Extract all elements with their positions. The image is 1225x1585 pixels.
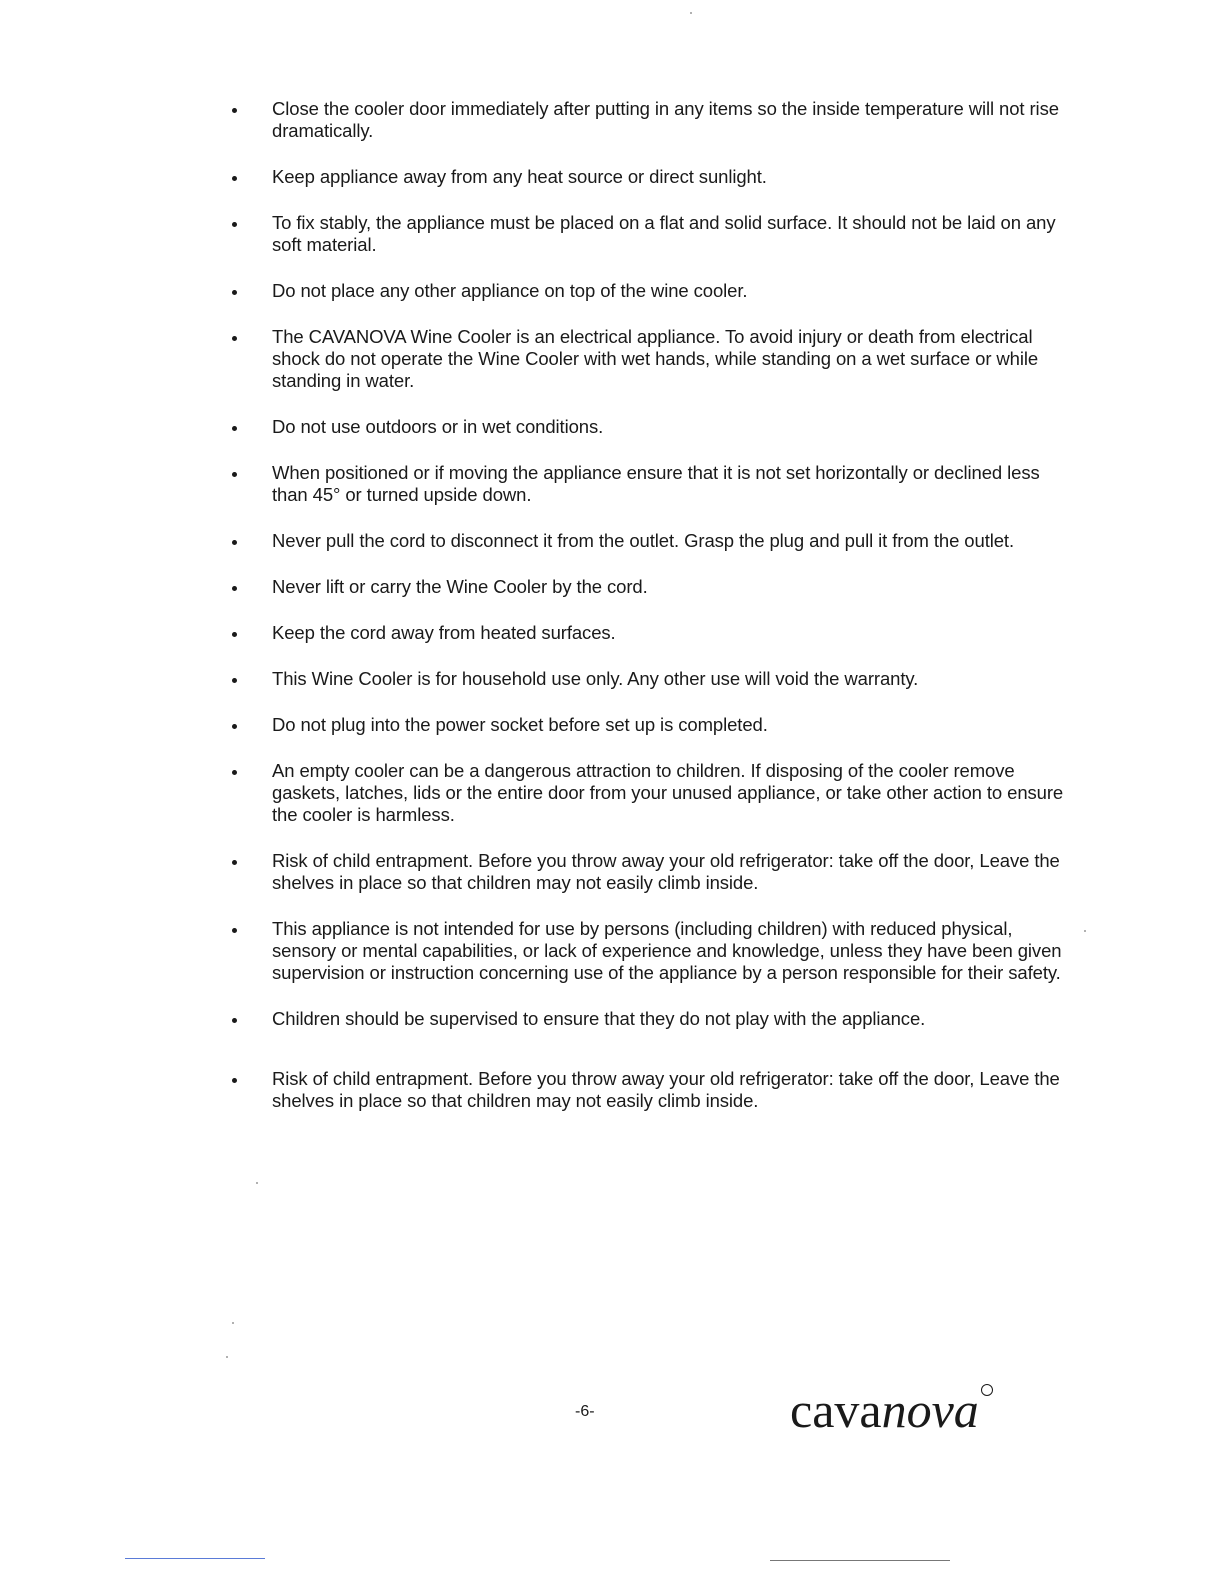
list-item bbox=[232, 530, 1077, 552]
instruction-text: Keep appliance away from any heat source or direct sunlight. bbox=[272, 166, 767, 187]
scan-artifact-line bbox=[125, 1558, 265, 1559]
list-item bbox=[232, 622, 1077, 644]
list-item bbox=[232, 98, 1077, 142]
bullet-icon bbox=[232, 1078, 237, 1083]
instruction-text: Never pull the cord to disconnect it from the outlet. Grasp the plug and pull it from the outlet. bbox=[272, 530, 1015, 551]
list-item bbox=[232, 1008, 1077, 1030]
instruction-text: Do not use outdoors or in wet conditions. bbox=[272, 416, 604, 437]
scan-speck bbox=[1084, 930, 1086, 932]
bullet-icon bbox=[232, 678, 237, 683]
instruction-text: This Wine Cooler is for household use only. Any other use will void the warranty. bbox=[272, 668, 919, 689]
list-item bbox=[232, 462, 1077, 506]
scan-speck bbox=[232, 1322, 234, 1324]
scan-speck bbox=[256, 1182, 258, 1184]
list-item bbox=[232, 918, 1077, 984]
scan-speck bbox=[226, 1356, 228, 1358]
instruction-text: An empty cooler can be a dangerous attraction to children. If disposing of the cooler remove gaskets, latches, lids or the entire door from your unused appliance, or take other action to ensure the cooler is harmless. bbox=[272, 760, 1064, 825]
bullet-icon bbox=[232, 770, 237, 775]
bullet-icon bbox=[232, 860, 237, 865]
bullet-icon bbox=[232, 176, 237, 181]
list-item bbox=[232, 1068, 1077, 1112]
list-item bbox=[232, 668, 1077, 690]
bullet-icon bbox=[232, 472, 237, 477]
instruction-text: The CAVANOVA Wine Cooler is an electrical appliance. To avoid injury or death from electrical shock do not operate the Wine Cooler with wet hands, while standing on a wet surface or while standing in water. bbox=[272, 326, 1039, 391]
registered-mark-icon bbox=[981, 1384, 993, 1396]
logo-text-italic: nova bbox=[881, 1382, 979, 1438]
list-item bbox=[232, 760, 1077, 826]
brand-logo bbox=[790, 1380, 979, 1440]
bullet-icon bbox=[232, 724, 237, 729]
instruction-text: To fix stably, the appliance must be placed on a flat and solid surface. It should not be laid on any soft material. bbox=[272, 212, 1056, 255]
list-item bbox=[232, 212, 1077, 256]
list-item bbox=[232, 576, 1077, 598]
instruction-text: Children should be supervised to ensure that they do not play with the appliance. bbox=[272, 1008, 926, 1029]
list-item bbox=[232, 280, 1077, 302]
instruction-text: Risk of child entrapment. Before you throw away your old refrigerator: take off the door, Leave the shelves in place so that children may not easily climb inside. bbox=[272, 850, 1060, 893]
bullet-icon bbox=[232, 108, 237, 113]
bullet-icon bbox=[232, 586, 237, 591]
logo-text-regular: cava bbox=[790, 1382, 882, 1438]
scan-speck bbox=[690, 12, 692, 14]
bullet-icon bbox=[232, 336, 237, 341]
list-item bbox=[232, 416, 1077, 438]
bullet-icon bbox=[232, 632, 237, 637]
instruction-text: Close the cooler door immediately after putting in any items so the inside temperature will not rise dramatically. bbox=[272, 98, 1059, 141]
instruction-text: When positioned or if moving the appliance ensure that it is not set horizontally or declined less than 45° or turned upside down. bbox=[272, 462, 1040, 505]
list-item bbox=[232, 850, 1077, 894]
page-number: -6- bbox=[575, 1403, 595, 1420]
scan-artifact-line bbox=[770, 1560, 950, 1561]
bullet-icon bbox=[232, 290, 237, 295]
instruction-text: Never lift or carry the Wine Cooler by the cord. bbox=[272, 576, 648, 597]
list-item bbox=[232, 714, 1077, 736]
list-item bbox=[232, 326, 1077, 392]
bullet-icon bbox=[232, 1018, 237, 1023]
instruction-text: Do not place any other appliance on top of the wine cooler. bbox=[272, 280, 748, 301]
bullet-icon bbox=[232, 540, 237, 545]
safety-instructions-list bbox=[232, 98, 1077, 1136]
instruction-text: Keep the cord away from heated surfaces. bbox=[272, 622, 616, 643]
instruction-text: Risk of child entrapment. Before you throw away your old refrigerator: take off the door, Leave the shelves in place so that children may not easily climb inside. bbox=[272, 1068, 1060, 1111]
bullet-icon bbox=[232, 426, 237, 431]
bullet-icon bbox=[232, 222, 237, 227]
instruction-text: Do not plug into the power socket before set up is completed. bbox=[272, 714, 768, 735]
list-item bbox=[232, 166, 1077, 188]
instruction-text: This appliance is not intended for use by persons (including children) with reduced physical, sensory or mental capabilities, or lack of experience and knowledge, unless they have been given supervision or instruction concerning use of the appliance by a person responsible for their safety. bbox=[272, 918, 1062, 983]
bullet-icon bbox=[232, 928, 237, 933]
